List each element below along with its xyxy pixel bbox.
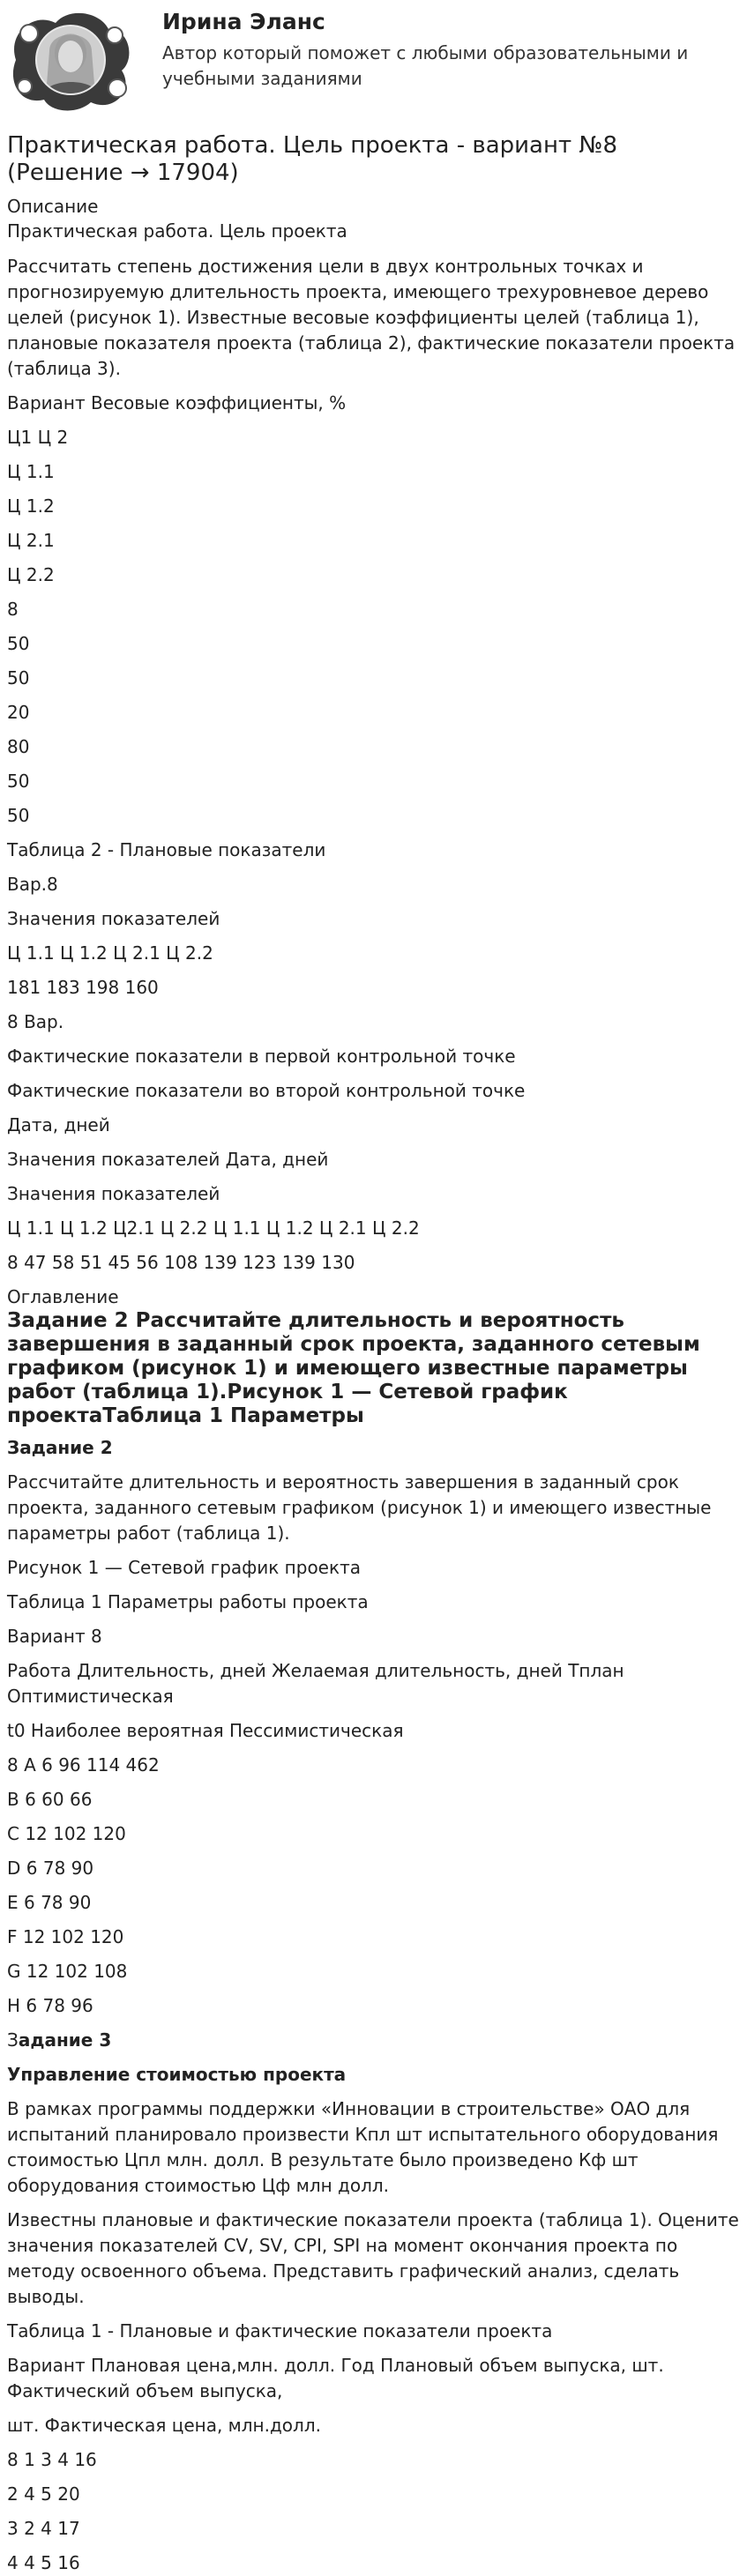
text-line: Вариант 8 [7,1626,102,1647]
text-line: Ц 1.1 [7,461,55,482]
text-line: Дата, дней [7,1114,110,1135]
author-avatar[interactable] [7,7,135,113]
task3-heading-first: З [7,2029,19,2051]
text-line: Ц 1.1 Ц 1.2 Ц2.1 Ц 2.2 Ц 1.1 Ц 1.2 Ц 2.1 Ц 2.2 [7,1217,420,1239]
section1-lines [7,391,740,1276]
text-line: Ц 1.1 Ц 1.2 Ц 2.1 Ц 2.2 [7,942,213,964]
toc-heading[interactable]: Задание 2 Рассчитайте длительность и вероятность завершения в заданный срок проекта, заданного сетевым графиком (рисунок 1) и имеющего известные параметры работ (таблица 1).Рисунок 1 — Сетевой график проектаТаблица 1 Параметры [7,1309,700,1427]
text-line: Вариант Плановая цена,млн. долл. Год Плановый объем выпуска, шт. Фактический объем выпуска, [7,2355,664,2401]
task3-heading-rest: адание 3 [18,2029,112,2051]
text-line: 181 183 198 160 [7,977,159,998]
text-line: 50 [7,667,30,689]
text-line: 2 4 5 20 [7,2483,80,2505]
text-line: Таблица 1 - Плановые и фактические показатели проекта [7,2320,553,2341]
text-line: Значения показателей [7,908,220,929]
author-description: Автор который поможет с любыми образовательными и учебными заданиями [162,42,689,89]
content [0,132,747,2576]
author-card [0,0,747,123]
text-line: t0 Наиболее вероятная Пессимистическая [7,1720,404,1741]
text-line: Значения показателей [7,1183,220,1204]
text-line: 3 2 4 17 [7,2518,80,2539]
text-line: Вар.8 [7,874,58,895]
text-line: В рамках программы поддержки «Инновации в строительстве» ОАО для испытаний планировало произвести Кпл шт испытательного оборудования стоимостью Цпл млн. долл. В результате было произведено Кф шт оборудования стоимостью Цф млн долл. [7,2098,719,2196]
text-line: H 6 78 96 [7,1995,93,2016]
text-line: Ц 2.2 [7,564,55,585]
text-line: 8 [7,599,19,620]
section1-subtitle: Практическая работа. Цель проекта [7,220,347,242]
text-line: 8 A 6 96 114 462 [7,1754,160,1776]
text-line: F 12 102 120 [7,1926,124,1947]
text-line: Работа Длительность, дней Желаемая длительность, дней Тплан Оптимистическая [7,1660,624,1707]
text-line: 80 [7,736,30,757]
text-line: D 6 78 90 [7,1858,94,1879]
author-name[interactable]: Ирина Эланс [162,9,325,34]
text-line: Таблица 1 Параметры работы проекта [7,1591,369,1612]
section1-intro: Рассчитать степень достижения цели в двух контрольных точках и прогнозируемую длительность проекта, имеющего трехуровневое дерево целей (рисунок 1). Известные весовые коэффициенты целей (таблица 1), плановые показателя проекта (таблица 2), фактические показатели проекта (таблица 3). [7,256,736,379]
toc-label: Оглавление [7,1286,119,1307]
text-line: Фактические показатели во второй контрольной точке [7,1080,526,1101]
text-line: Значения показателей Дата, дней [7,1149,329,1170]
text-line: 8 Вар. [7,1011,64,1032]
text-line: 20 [7,702,30,723]
text-line: Фактические показатели в первой контрольной точке [7,1046,516,1067]
page-title: Практическая работа. Цель проекта - вариант №8 (Решение → 17904) [7,132,617,186]
text-line: 50 [7,771,30,792]
text-line: G 12 102 108 [7,1961,128,1982]
text-line: Рассчитайте длительность и вероятность завершения в заданный срок проекта, заданного сетевым графиком (рисунок 1) и имеющего известные параметры работ (таблица 1). [7,1471,712,1544]
text-line: 8 1 3 4 16 [7,2449,97,2470]
task3-lines [7,2096,740,2576]
text-line: Ц 2.1 [7,530,55,551]
text-line: 50 [7,805,30,826]
text-line: Ц1 Ц 2 [7,427,69,448]
text-line: 50 [7,633,30,654]
text-line: Ц 1.2 [7,495,55,517]
text-line: 4 4 5 16 [7,2552,80,2573]
task2-heading: Задание 2 [7,1437,113,1458]
text-line: Таблица 2 - Плановые показатели [7,839,326,860]
text-line: Рисунок 1 — Сетевой график проекта [7,1557,361,1578]
text-line: C 12 102 120 [7,1823,126,1844]
text-line: E 6 78 90 [7,1892,92,1913]
text-line: Известны плановые и фактические показатели проекта (таблица 1). Оцените значения показателей CV, SV, CPI, SPI на момент окончания проекта по методу освоенного объема. Представить графический анализ, сделать выводы. [7,2209,739,2307]
text-line: B 6 60 66 [7,1789,93,1810]
description-label: Описание [7,196,99,217]
task3-heading [7,2028,740,2053]
task2-lines [7,1470,740,2019]
text-line: Вариант Весовые коэффициенты, % [7,392,347,413]
text-line: шт. Фактическая цена, млн.долл. [7,2415,321,2436]
text-line: 8 47 58 51 45 56 108 139 123 139 130 [7,1252,355,1273]
task3-subheading: Управление стоимостью проекта [7,2064,347,2085]
